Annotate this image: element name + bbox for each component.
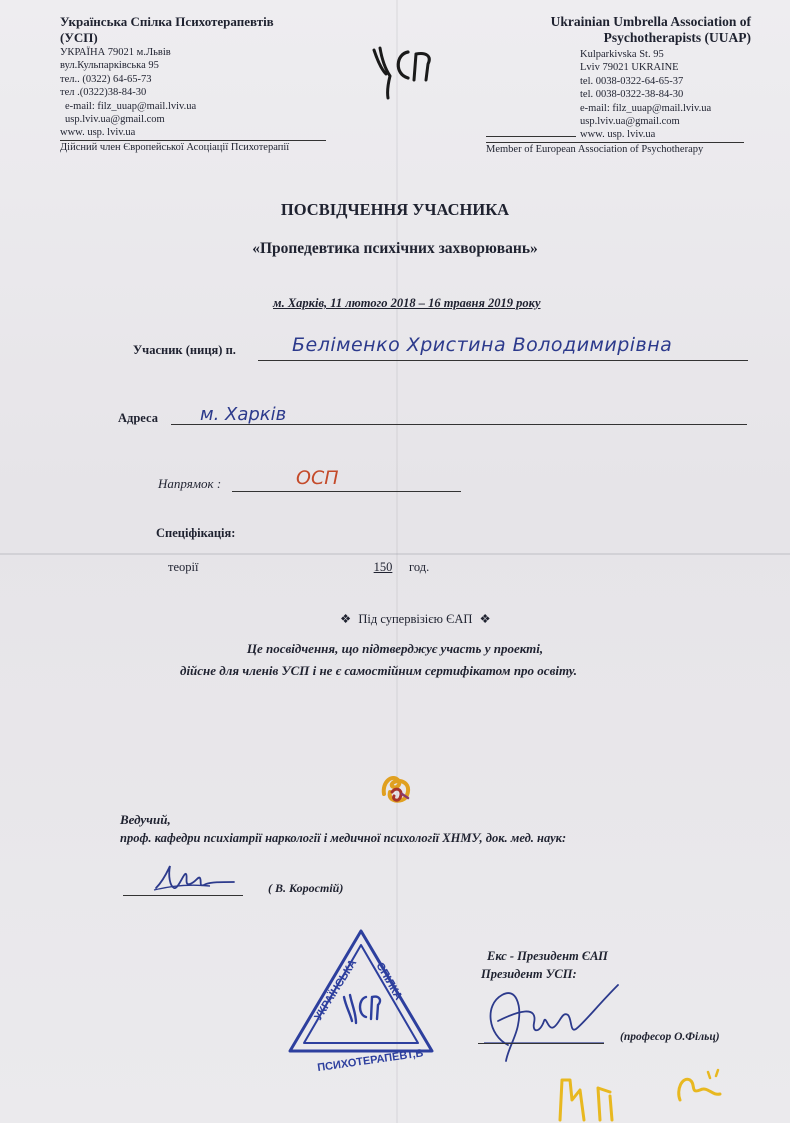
notice-line-2: дійсне для членів УСП і не є самостійним сертифікатом про освіту.: [180, 663, 577, 678]
president-name: (професор О.Фільц): [620, 1031, 720, 1043]
org-abbr-uk: (УСП): [60, 30, 98, 45]
bullet-icon: ❖: [479, 612, 491, 626]
theory-hours: 150: [373, 560, 393, 574]
stamp-triangle-icon: [286, 925, 436, 1075]
email-line: e-mail: filz_uuap@mail.lviv.ua: [65, 100, 197, 112]
theory-label: теорії: [168, 560, 199, 574]
lead-signature: [150, 860, 240, 896]
address-line: УКРАЇНА 79021 м.Львів: [60, 47, 171, 58]
phone-line: тел.. (0322) 64-65-73: [60, 73, 152, 85]
lead-name: ( В. Коростій): [268, 881, 344, 895]
course-title: «Пропедевтика психічних захворювань»: [252, 240, 538, 257]
bullet-icon: ❖: [340, 612, 352, 626]
marker-doodles: [540, 1060, 750, 1123]
pencil-scribble: [378, 772, 418, 808]
direction-label: Напрямок :: [158, 476, 222, 491]
phone-line: тел .(0322)38-84-30: [60, 87, 147, 99]
logo-mark-icon: [368, 40, 438, 100]
stamp-text-top-left: УКРАЇНСЬКА: [312, 957, 360, 1023]
document-title: ПОСВІДЧЕННЯ УЧАСНИКА: [280, 200, 510, 219]
website-line: www. usp. lviv.ua: [60, 126, 326, 140]
lead-position: проф. кафедри психіатрії наркології і медичної психології ХНМУ, док. мед. наук:: [120, 831, 567, 845]
phone-line: tel. 0038-0322-64-65-37: [580, 75, 684, 87]
scribble-icon: [378, 772, 418, 808]
paper-fold: [0, 553, 790, 555]
signature-icon: [478, 975, 638, 1065]
logo: [368, 40, 438, 100]
hours-unit: год.: [409, 560, 430, 574]
address-line: Lviv 79021 UKRAINE: [580, 62, 679, 74]
doodle-icon: [540, 1060, 750, 1123]
stamp-text-top-right: СПІЛКА: [373, 960, 405, 1003]
place-and-dates: м. Харків, 11 лютого 2018 – 16 травня 2019 року: [273, 296, 541, 310]
org-name-en: Ukrainian Umbrella Association of: [550, 14, 751, 29]
stamp: [286, 925, 436, 1075]
header-left: [60, 14, 360, 154]
direction-underline: [232, 491, 461, 492]
direction-value: ОСП: [296, 467, 339, 489]
email-line: usp.lviv.ua@gmail.com: [65, 114, 165, 126]
phone-line: tel. 0038-0322-38-84-30: [580, 89, 684, 101]
president-signature-line: [478, 1043, 604, 1044]
notice-line-1: Це посвідчення, що підтверджує участь у проекті,: [246, 641, 544, 656]
email-line: e-mail: filz_uuap@mail.lviv.ua: [580, 102, 712, 114]
participant-underline: [258, 360, 748, 361]
lead-title: Ведучий,: [120, 812, 171, 827]
address-line: Kulparkivska St. 95: [580, 49, 664, 60]
org-name-uk: Українська Спілка Психотерапевтів: [60, 14, 274, 29]
signature-icon: [150, 860, 240, 896]
membership-line: Дійсний член Європейської Асоціації Психотерапії: [60, 141, 290, 153]
org-name-en-line2: Psychotherapists (UUAP): [603, 30, 751, 45]
participant-name: Беліменко Христина Володимирівна: [292, 334, 673, 356]
stamp-text-bottom: ПСИХОТЕРАПЕВТ,В: [316, 1047, 425, 1075]
president-title-2: Президент УСП:: [481, 967, 577, 981]
specification-label: Спеціфікація:: [156, 526, 236, 540]
address-label: Адреса: [118, 411, 158, 425]
supervision-line: [340, 611, 491, 627]
membership-line: Member of European Association of Psychotherapy: [486, 142, 744, 156]
president-signature: [478, 975, 638, 1065]
address-value: м. Харків: [200, 404, 287, 425]
email-line: usp.lviv.ua@gmail.com: [580, 116, 680, 128]
participant-label: Учасник (ниця) п.: [133, 343, 236, 357]
president-title-1: Екс - Президент ЄАП: [487, 949, 608, 963]
supervision-text: Під супервізією ЄАП: [358, 612, 473, 626]
address-line: вул.Кульпарківська 95: [60, 60, 159, 72]
header-right: [486, 14, 776, 156]
website-line: www. usp. lviv.ua: [580, 129, 656, 141]
